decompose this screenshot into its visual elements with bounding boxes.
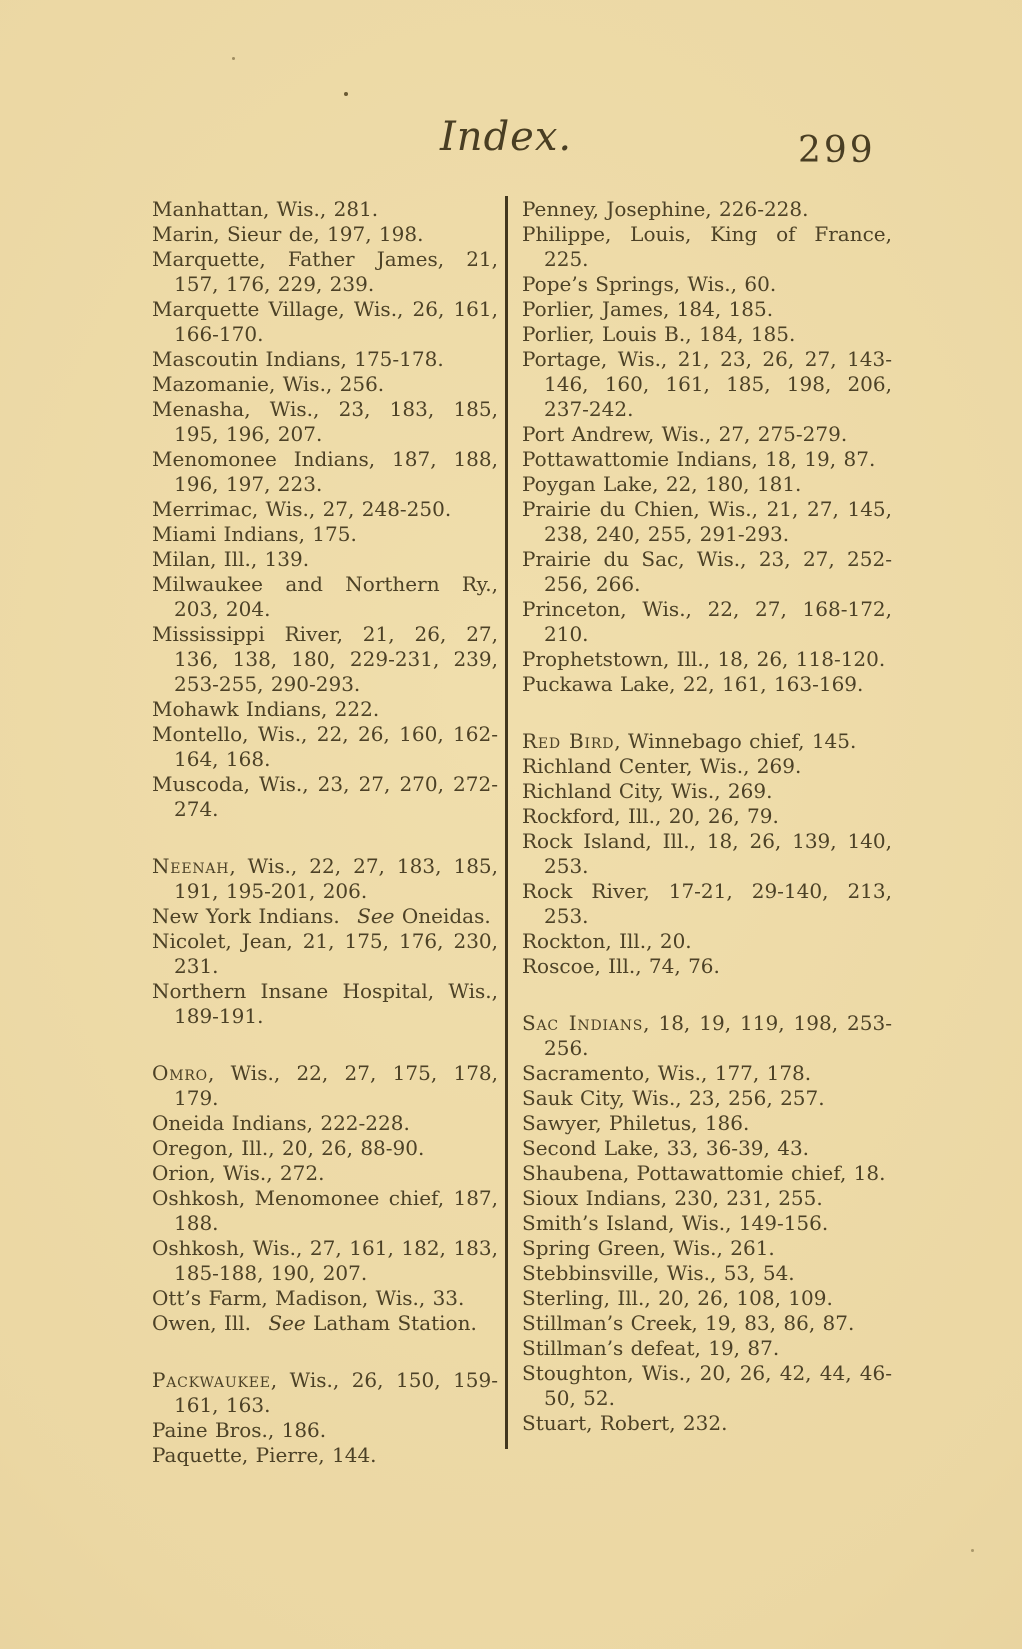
entry-text: , Wis., 22, 27, 175, 178, 179. [174, 1061, 498, 1110]
entry-text: Stillman’s Creek, 19, 83, 86, 87. [522, 1311, 855, 1335]
entry-text: Milwaukee and Northern Ry., 203, 204. [152, 572, 498, 621]
index-entry [522, 929, 892, 954]
cross-reference-label: See [268, 1311, 306, 1335]
entry-text: Stoughton, Wis., 20, 26, 42, 44, 46-50, 52. [522, 1361, 892, 1410]
index-entry [522, 272, 892, 297]
index-entry [152, 1443, 498, 1468]
index-column-left [152, 197, 498, 1468]
index-entry [522, 1011, 892, 1061]
entry-text: Paine Bros., 186. [152, 1418, 327, 1442]
index-entry [522, 1236, 892, 1261]
entry-text: Packwaukee [152, 1368, 271, 1392]
entry-text: Oshkosh, Menomonee chief, 187, 188. [152, 1186, 498, 1235]
index-entry [152, 1311, 498, 1336]
index-entry [152, 372, 498, 397]
entry-text: Porlier, Louis B., 184, 185. [522, 322, 796, 346]
entry-text: Montello, Wis., 22, 26, 160, 162-164, 168. [152, 722, 498, 771]
cross-reference-label: See [357, 904, 395, 928]
index-entry [522, 729, 892, 754]
entry-text: Sawyer, Philetus, 186. [522, 1111, 750, 1135]
index-entry [522, 422, 892, 447]
entry-text: Portage, Wis., 21, 23, 26, 27, 143-146, 160, 161, 185, 198, 206, 237-242. [522, 347, 892, 421]
entry-text: Milan, Ill., 139. [152, 547, 310, 571]
paper-speck [232, 57, 235, 60]
index-entry [522, 1161, 892, 1186]
entry-text: Pottawattomie Indians, 18, 19, 87. [522, 447, 876, 471]
index-entry [152, 447, 498, 497]
index-entry [522, 1361, 892, 1411]
entry-text: Latham Station. [305, 1311, 477, 1335]
index-entry [152, 1418, 498, 1443]
entry-text: Red Bird [522, 729, 615, 753]
entry-text: Stuart, Robert, 232. [522, 1411, 728, 1435]
index-entry [152, 772, 498, 822]
entry-text: Prairie du Sac, Wis., 23, 27, 252-256, 266. [522, 547, 892, 596]
index-entry [522, 829, 892, 879]
entry-text: Mascoutin Indians, 175-178. [152, 347, 444, 371]
index-entry [522, 1086, 892, 1111]
index-entry [152, 497, 498, 522]
index-entry [152, 247, 498, 297]
index-entry [522, 1411, 892, 1436]
entry-text: Oneidas. [394, 904, 491, 928]
entry-text: , 18, 19, 119, 198, 253-256. [544, 1011, 892, 1060]
entry-text: Northern Insane Hospital, Wis., 189-191. [152, 979, 498, 1028]
entry-text: Oregon, Ill., 20, 26, 88-90. [152, 1136, 425, 1160]
entry-text: Omro [152, 1061, 208, 1085]
entry-text: Menomonee Indians, 187, 188, 196, 197, 223. [152, 447, 498, 496]
entry-text: Paquette, Pierre, 144. [152, 1443, 377, 1467]
entry-text: Stebbinsville, Wis., 53, 54. [522, 1261, 795, 1285]
entry-text: Sacramento, Wis., 177, 178. [522, 1061, 812, 1085]
entry-text: Oneida Indians, 222-228. [152, 1111, 410, 1135]
entry-text: Sauk City, Wis., 23, 256, 257. [522, 1086, 825, 1110]
index-entry [152, 929, 498, 979]
index-entry [152, 297, 498, 347]
index-entry [522, 497, 892, 547]
entry-text: Marin, Sieur de, 197, 198. [152, 222, 424, 246]
index-entry [522, 647, 892, 672]
index-entry [152, 572, 498, 622]
entry-text: Princeton, Wis., 22, 27, 168-172, 210. [522, 597, 892, 646]
index-column-right [522, 197, 892, 1436]
entry-text: , Wis., 26, 150, 159-161, 163. [174, 1368, 498, 1417]
index-entry [152, 1186, 498, 1236]
index-entry [152, 1368, 498, 1418]
entry-text: Menasha, Wis., 23, 183, 185, 195, 196, 207. [152, 397, 498, 446]
index-entry [152, 1111, 498, 1136]
entry-text: Rock Island, Ill., 18, 26, 139, 140, 253. [522, 829, 892, 878]
page-title: Index. [440, 114, 573, 160]
entry-text: Porlier, James, 184, 185. [522, 297, 774, 321]
index-entry [522, 779, 892, 804]
index-entry [152, 397, 498, 447]
index-entry [522, 1111, 892, 1136]
entry-text: Nicolet, Jean, 21, 175, 176, 230, 231. [152, 929, 498, 978]
entry-text: Rock River, 17-21, 29-140, 213, 253. [522, 879, 892, 928]
entry-text: New York Indians. [152, 904, 358, 928]
entry-text: Smith’s Island, Wis., 149-156. [522, 1211, 829, 1235]
entry-text: Sac Indians [522, 1011, 644, 1035]
index-entry [152, 347, 498, 372]
entry-text: Puckawa Lake, 22, 161, 163-169. [522, 672, 864, 696]
index-entry [522, 547, 892, 597]
entry-text: Shaubena, Pottawattomie chief, 18. [522, 1161, 886, 1185]
entry-text: Pope’s Springs, Wis., 60. [522, 272, 777, 296]
entry-text: Mazomanie, Wis., 256. [152, 372, 385, 396]
index-entry [152, 854, 498, 904]
entry-text: , Winnebago chief, 145. [614, 729, 857, 753]
column-divider-rule [505, 196, 508, 1449]
index-entry [152, 722, 498, 772]
index-entry [152, 904, 498, 929]
index-entry [152, 622, 498, 697]
entry-text: Stillman’s defeat, 19, 87. [522, 1336, 780, 1360]
entry-text: , Wis., 22, 27, 183, 185, 191, 195-201, 206. [174, 854, 498, 903]
entry-text: Poygan Lake, 22, 180, 181. [522, 472, 802, 496]
entry-text: Rockton, Ill., 20. [522, 929, 692, 953]
index-entry [152, 1061, 498, 1111]
index-entry [152, 1286, 498, 1311]
page-number: 299 [798, 130, 876, 171]
index-entry [152, 222, 498, 247]
index-entry [522, 1311, 892, 1336]
index-entry [522, 1336, 892, 1361]
entry-text: Spring Green, Wis., 261. [522, 1236, 775, 1260]
index-entry [522, 879, 892, 929]
index-entry [152, 1236, 498, 1286]
entry-text: Penney, Josephine, 226-228. [522, 197, 809, 221]
index-entry [152, 697, 498, 722]
index-entry [522, 447, 892, 472]
paper-speck [971, 1549, 974, 1552]
index-entry [152, 979, 498, 1029]
entry-text: Prairie du Chien, Wis., 21, 27, 145, 238, 240, 255, 291-293. [522, 497, 892, 546]
index-entry [522, 1061, 892, 1086]
entry-text: Mississippi River, 21, 26, 27, 136, 138, 180, 229-231, 239, 253-255, 290-293. [152, 622, 498, 696]
entry-text: Mohawk Indians, 222. [152, 697, 380, 721]
entry-text: Sterling, Ill., 20, 26, 108, 109. [522, 1286, 833, 1310]
entry-text: Sioux Indians, 230, 231, 255. [522, 1186, 823, 1210]
index-entry [152, 1161, 498, 1186]
index-entry [152, 522, 498, 547]
entry-text: Richland City, Wis., 269. [522, 779, 773, 803]
index-entry [522, 347, 892, 422]
entry-text: Miami Indians, 175. [152, 522, 357, 546]
entry-text: Manhattan, Wis., 281. [152, 197, 379, 221]
entry-text: Orion, Wis., 272. [152, 1161, 325, 1185]
entry-text: Marquette, Father James, 21, 157, 176, 229, 239. [152, 247, 498, 296]
index-entry [522, 1136, 892, 1161]
entry-text: Prophetstown, Ill., 18, 26, 118-120. [522, 647, 886, 671]
index-entry [522, 222, 892, 272]
entry-text: Roscoe, Ill., 74, 76. [522, 954, 720, 978]
paper-speck [344, 92, 348, 96]
entry-text: Rockford, Ill., 20, 26, 79. [522, 804, 779, 828]
index-entry [522, 804, 892, 829]
entry-text: Second Lake, 33, 36-39, 43. [522, 1136, 810, 1160]
index-entry [152, 1136, 498, 1161]
index-entry [522, 954, 892, 979]
entry-text: Philippe, Louis, King of France, 225. [522, 222, 892, 271]
entry-text: Muscoda, Wis., 23, 27, 270, 272-274. [152, 772, 498, 821]
index-entry [522, 472, 892, 497]
entry-text: Merrimac, Wis., 27, 248-250. [152, 497, 452, 521]
index-entry [152, 197, 498, 222]
index-entry [522, 1261, 892, 1286]
index-entry [152, 547, 498, 572]
entry-text: Marquette Village, Wis., 26, 161, 166-170. [152, 297, 498, 346]
index-entry [522, 297, 892, 322]
entry-text: Ott’s Farm, Madison, Wis., 33. [152, 1286, 465, 1310]
index-entry [522, 322, 892, 347]
index-entry [522, 597, 892, 647]
index-entry [522, 754, 892, 779]
index-entry [522, 672, 892, 697]
entry-text: Owen, Ill. [152, 1311, 269, 1335]
entry-text: Port Andrew, Wis., 27, 275-279. [522, 422, 848, 446]
index-entry [522, 197, 892, 222]
index-entry [522, 1211, 892, 1236]
entry-text: Neenah [152, 854, 230, 878]
entry-text: Richland Center, Wis., 269. [522, 754, 802, 778]
index-entry [522, 1186, 892, 1211]
index-entry [522, 1286, 892, 1311]
entry-text: Oshkosh, Wis., 27, 161, 182, 183, 185-188, 190, 207. [152, 1236, 498, 1285]
